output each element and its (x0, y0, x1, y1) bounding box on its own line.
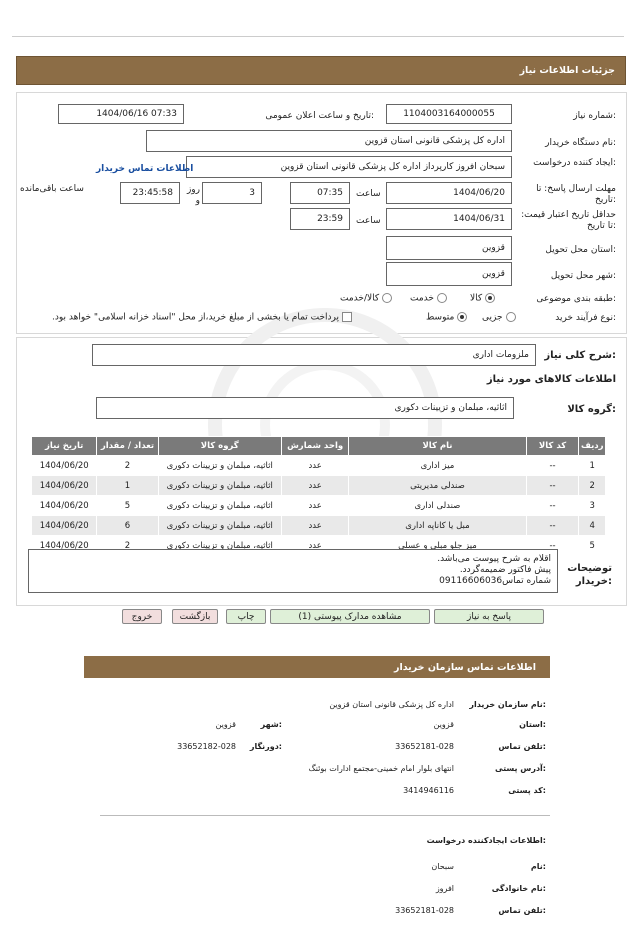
cell-unit: عدد (281, 536, 348, 556)
notes-line: اقلام به شرح پیوست می‌باشد. (437, 554, 551, 564)
need-number-label: شماره نیاز: (573, 111, 616, 121)
need-number-field: 1104003164000055 (386, 104, 512, 124)
time-remaining-label: ساعت باقی‌مانده (20, 184, 84, 194)
cell-date: 1404/06/20 (32, 456, 97, 476)
contact-postal-label: کد پستی: (508, 786, 546, 795)
table-row (32, 476, 606, 496)
cell-qty: 5 (97, 496, 158, 516)
col-row-header: ردیف (579, 437, 606, 456)
contact-city-value: قزوین (215, 720, 236, 729)
col-name-header: نام کالا (349, 437, 526, 456)
page-title: جزئیات اطلاعات نیاز (519, 65, 615, 76)
cell-unit: عدد (281, 516, 348, 536)
cell-date: 1404/06/20 (32, 536, 97, 556)
city-field: قزوین (386, 262, 512, 286)
creator-label: ایجاد کننده درخواست: (533, 158, 616, 168)
treasury-payment-checkbox[interactable]: پرداخت تمام یا بخشی از مبلغ خرید،از محل "اسناد خزانه اسلامی" خواهد بود. (52, 312, 352, 323)
process-option-minor[interactable]: جزیی (482, 312, 516, 323)
announce-field: 1404/06/16 07:33 (58, 104, 184, 124)
cell-name: میز جلو مبلی و عسلی (349, 536, 526, 556)
print-button[interactable]: چاپ (226, 609, 266, 624)
table-row (32, 516, 606, 536)
reply-time-field: 07:35 (290, 182, 350, 204)
cell-row: 4 (579, 516, 606, 536)
category-option-goods[interactable]: کالا (470, 293, 495, 304)
cell-qty: 1 (97, 476, 158, 496)
announce-label: تاریخ و ساعت اعلان عمومی: (265, 111, 374, 121)
contact-fax-label: دورنگار: (249, 742, 282, 751)
buyer-org-field: اداره کل پزشکی قانونی استان قزوین (146, 130, 512, 152)
creator-family-label: نام خانوادگی: (491, 884, 546, 893)
top-divider (12, 36, 624, 37)
price-validity-label: حداقل تاریخ اعتبار قیمت: تا تاریخ: (521, 210, 616, 231)
cell-date: 1404/06/20 (32, 516, 97, 536)
cell-name: صندلی مدیریتی (349, 476, 526, 496)
time-remaining-field: 23:45:58 (120, 182, 180, 204)
buyer-org-label: نام دستگاه خریدار: (545, 138, 616, 148)
province-field: قزوین (386, 236, 512, 260)
category-option-goods-service[interactable]: کالا/خدمت (340, 293, 392, 304)
process-label: نوع فرآیند خرید: (555, 313, 616, 323)
contact-title: اطلاعات تماس سازمان خریدار (393, 662, 536, 673)
contact-phone-label: تلفن تماس: (498, 742, 546, 751)
cell-name: مبل یا کاناپه اداری (349, 516, 526, 536)
col-group-header: گروه کالا (158, 437, 281, 456)
cell-group: اثاثیه، مبلمان و تزیینات دکوری (158, 476, 281, 496)
contact-city-label: شهر: (260, 720, 282, 729)
cell-row: 2 (579, 476, 606, 496)
creator-phone-value: 33652181-028 (395, 906, 454, 915)
buyer-notes-box (28, 549, 558, 593)
reply-time-label: ساعت (356, 189, 381, 199)
col-code-header: کد کالا (526, 437, 579, 456)
creator-field: سبحان افروز کارپرداز اداره کل پزشکی قانونی استان قزوین (186, 156, 512, 178)
radio-selected-icon[interactable] (485, 293, 495, 303)
contact-postal-value: 3414946116 (403, 786, 454, 795)
reply-button[interactable]: پاسخ به نیاز (434, 609, 544, 624)
reply-deadline-label: مهلت ارسال پاسخ: تا تاریخ: (536, 184, 616, 205)
contact-header (84, 656, 550, 678)
cell-name: صندلی اداری (349, 496, 526, 516)
table-row (32, 456, 606, 476)
reply-date-field: 1404/06/20 (386, 182, 512, 204)
category-label: طبقه بندی موضوعی: (536, 294, 616, 304)
category-option-service[interactable]: خدمت (410, 293, 447, 304)
notes-line: شماره تماس09116606036 (439, 576, 551, 586)
cell-qty: 6 (97, 516, 158, 536)
item-group-label: گروه کالا: (567, 404, 616, 415)
cell-unit: عدد (281, 456, 348, 476)
contact-org-value: اداره کل پزشکی قانونی استان قزوین (329, 700, 454, 709)
contact-org-label: نام سازمان خریدار: (469, 700, 546, 709)
creator-name-value: سبحان (431, 862, 454, 871)
days-label: روز و (186, 185, 200, 206)
creator-name-label: نام: (530, 862, 546, 871)
item-group-field: اثاثیه، مبلمان و تزیینات دکوری (96, 397, 514, 419)
cell-date: 1404/06/20 (32, 496, 97, 516)
checkbox-icon[interactable] (342, 312, 352, 322)
price-date-field: 1404/06/31 (386, 208, 512, 230)
radio-icon[interactable] (437, 293, 447, 303)
city-label: شهر محل تحویل: (550, 271, 616, 281)
table-row (32, 496, 606, 516)
contact-province-label: استان: (519, 720, 546, 729)
cell-code: -- (526, 476, 579, 496)
exit-button[interactable]: خروج (122, 609, 162, 624)
radio-icon[interactable] (506, 312, 516, 322)
cell-qty: 2 (97, 456, 158, 476)
creator-section-title: اطلاعات ایجادکننده درخواست: (426, 836, 546, 845)
cell-group: اثاثیه، مبلمان و تزیینات دکوری (158, 536, 281, 556)
contact-fax-value: 33652182-028 (177, 742, 236, 751)
contact-province-value: قزوین (433, 720, 454, 729)
days-remaining-field: 3 (202, 182, 262, 204)
summary-label: شرح کلی نیاز: (544, 350, 616, 361)
col-date-header: تاریخ نیاز (32, 437, 97, 456)
contact-address-label: آدرس پستی: (495, 764, 546, 773)
cell-row: 1 (579, 456, 606, 476)
cell-code: -- (526, 516, 579, 536)
items-table-header (32, 437, 606, 456)
contact-divider (100, 815, 550, 816)
cell-row: 3 (579, 496, 606, 516)
items-section-title: اطلاعات کالاهای مورد نیاز (486, 374, 616, 385)
cell-unit: عدد (281, 496, 348, 516)
buyer-contact-link[interactable]: اطلاعات تماس خریدار (96, 164, 194, 174)
cell-group: اثاثیه، مبلمان و تزیینات دکوری (158, 456, 281, 476)
cell-row: 5 (579, 536, 606, 556)
col-unit-header: واحد شمارش (281, 437, 348, 456)
process-option-medium[interactable]: متوسط (426, 312, 467, 323)
radio-icon[interactable] (382, 293, 392, 303)
back-button[interactable]: بازگشت (172, 609, 218, 624)
cell-group: اثاثیه، مبلمان و تزیینات دکوری (158, 516, 281, 536)
summary-field: ملزومات اداری (92, 344, 536, 366)
province-label: استان محل تحویل: (545, 245, 616, 255)
radio-selected-icon[interactable] (457, 312, 467, 322)
price-time-label: ساعت (356, 216, 381, 226)
buyer-notes-label: توضیحات خریدار: (567, 563, 612, 587)
cell-date: 1404/06/20 (32, 476, 97, 496)
cell-name: میز اداری (349, 456, 526, 476)
contact-phone-value: 33652181-028 (395, 742, 454, 751)
creator-family-value: افروز (435, 884, 454, 893)
view-attachments-button[interactable]: مشاهده مدارک پیوستی (1) (270, 609, 430, 624)
page-header (16, 56, 626, 85)
cell-qty: 2 (97, 536, 158, 556)
cell-code: -- (526, 536, 579, 556)
cell-unit: عدد (281, 476, 348, 496)
col-qty-header: تعداد / مقدار (97, 437, 158, 456)
creator-phone-label: تلفن تماس: (498, 906, 546, 915)
notes-line: پیش فاکتور ضمیمه‌گردد. (459, 565, 551, 575)
cell-group: اثاثیه، مبلمان و تزیینات دکوری (158, 496, 281, 516)
price-time-field: 23:59 (290, 208, 350, 230)
items-table (31, 436, 606, 556)
contact-address-value: انتهای بلوار امام خمینی-مجتمع ادارات بوئنگ (308, 764, 454, 773)
cell-code: -- (526, 456, 579, 476)
cell-code: -- (526, 496, 579, 516)
